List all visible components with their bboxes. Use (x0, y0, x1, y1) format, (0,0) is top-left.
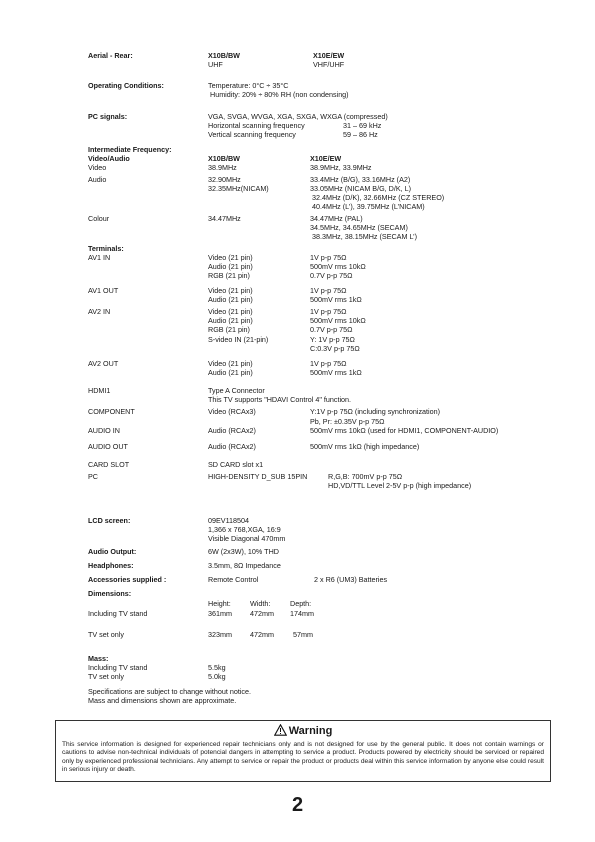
aerial-col1-head: X10B/BW (208, 51, 240, 60)
av1in-c2-1: 500mV rms 10kΩ (310, 262, 366, 271)
av2in-c1-1: Audio (21 pin) (208, 316, 253, 325)
dim-only-depth: 57mm (293, 630, 313, 639)
pc-c2-0: R,G,B: 700mV p-p 75Ω (328, 472, 403, 481)
accessories-value2: 2 x R6 (UM3) Batteries (314, 575, 388, 584)
av1in-c2-2: 0.7V p-p 75Ω (310, 271, 353, 280)
headphones-label: Headphones: (88, 561, 134, 570)
dim-head-width: Width: (250, 599, 271, 608)
mass-label: Mass: (88, 654, 109, 663)
dim-stand-height: 361mm (208, 609, 232, 618)
hdmi-c1-1: This TV supports "HDAVI Control 4" function. (208, 395, 352, 404)
lcd-line-2: Visible Diagonal 470mm (208, 534, 286, 543)
operating-humidity: Humidity: 20% ÷ 80% RH (non condensing) (210, 90, 349, 99)
av2out-c1-1: Audio (21 pin) (208, 368, 253, 377)
if-video-label: Video (88, 163, 107, 172)
av1in-label: AV1 IN (88, 253, 111, 262)
component-label: COMPONENT (88, 407, 135, 416)
accessories-label: Accessories supplied : (88, 575, 167, 584)
pc-c2-1: HD,VD/TTL Level 2-5V p-p (high impedance) (328, 481, 472, 490)
av2in-c1-3: S-video IN (21-pin) (208, 335, 269, 344)
if-audio-c2-1: 33.05MHz (NICAM B/G, D/K, L) (310, 184, 412, 193)
if-colour-c1: 34.47MHz (208, 214, 241, 223)
if-audio-c2-3: 40.4MHz (L’), 39.75MHz (L’NICAM) (312, 202, 425, 211)
av1out-c1-1: Audio (21 pin) (208, 295, 253, 304)
if-video-c1: 38.9MHz (208, 163, 237, 172)
operating-temperature: Temperature: 0°C ÷ 35°C (208, 81, 289, 90)
if-colour-label: Colour (88, 214, 110, 223)
av2out-label: AV2 OUT (88, 359, 119, 368)
audioout-c2: 500mV rms 1kΩ (high impedance) (310, 442, 420, 451)
audio-output-value: 6W (2x3W), 10% THD (208, 547, 279, 556)
aerial-col2-head: X10E/EW (313, 51, 345, 60)
operating-label: Operating Conditions: (88, 81, 164, 90)
if-audio-c2-0: 33.4MHz (B/G), 33.16MHz (A2) (310, 175, 411, 184)
av1out-label: AV1 OUT (88, 286, 119, 295)
if-video-c2: 38.9MHz, 33.9MHz (310, 163, 372, 172)
av2in-c1-2: RGB (21 pin) (208, 325, 250, 334)
if-col2-head: X10E/EW (310, 154, 342, 163)
av1in-c1-2: RGB (21 pin) (208, 271, 250, 280)
dim-only-width: 472mm (250, 630, 274, 639)
dim-only-height: 323mm (208, 630, 232, 639)
dim-stand-depth: 174mm (290, 609, 314, 618)
av2in-c2-4: C:0.3V p-p 75Ω (310, 344, 360, 353)
if-sublabel: Video/Audio (88, 154, 130, 163)
component-c1: Video (RCAx3) (208, 407, 256, 416)
mass-stand-value: 5.5kg (208, 663, 226, 672)
av2in-c2-0: 1V p-p 75Ω (310, 307, 347, 316)
av1out-c2-1: 500mV rms 1kΩ (310, 295, 362, 304)
vscan-label: Vertical scanning frequency (208, 130, 296, 139)
if-colour-c2-0: 34.47MHz (PAL) (310, 214, 363, 223)
av1out-c1-0: Video (21 pin) (208, 286, 253, 295)
dim-stand-width: 472mm (250, 609, 274, 618)
lcd-line-0: 09EV118504 (208, 516, 250, 525)
hdmi-c1-0: Type A Connector (208, 386, 265, 395)
av2out-c1-0: Video (21 pin) (208, 359, 253, 368)
hdmi-label: HDMI1 (88, 386, 111, 395)
warning-icon (274, 725, 289, 737)
av2in-label: AV2 IN (88, 307, 111, 316)
av1in-c1-0: Video (21 pin) (208, 253, 253, 262)
av2out-c2-1: 500mV rms 1kΩ (310, 368, 362, 377)
av1out-c2-0: 1V p-p 75Ω (310, 286, 347, 295)
av1in-c2-0: 1V p-p 75Ω (310, 253, 347, 262)
component-c2-1: Pb, Pr: ±0.35V p-p 75Ω (310, 417, 385, 426)
aerial-col1: UHF (208, 60, 223, 69)
dimensions-label: Dimensions: (88, 589, 132, 598)
av2in-c1-0: Video (21 pin) (208, 307, 253, 316)
aerial-label: Aerial - Rear: (88, 51, 133, 60)
terminals-label: Terminals: (88, 244, 124, 253)
av2out-c2-0: 1V p-p 75Ω (310, 359, 347, 368)
if-audio-c1-0: 32.90MHz (208, 175, 241, 184)
page-number: 2 (291, 794, 304, 816)
audio-output-label: Audio Output: (88, 547, 137, 556)
audioout-c1: Audio (RCAx2) (208, 442, 256, 451)
dim-only-label: TV set only (88, 630, 124, 639)
pc-signals-label: PC signals: (88, 112, 128, 121)
mass-only-label: TV set only (88, 672, 124, 681)
vscan-value: 59 – 86 Hz (343, 130, 378, 139)
note-0: Specifications are subject to change without notice. (88, 687, 252, 696)
hscan-value: 31 – 69 kHz (343, 121, 382, 130)
pc-c1: HIGH-DENSITY D_SUB 15PIN (208, 472, 308, 481)
accessories-value1: Remote Control (208, 575, 259, 584)
lcd-label: LCD screen: (88, 516, 131, 525)
note-1: Mass and dimensions shown are approximate. (88, 696, 237, 705)
warning-box (55, 720, 551, 782)
pc-signals-formats: VGA, SVGA, WVGA, XGA, SXGA, WXGA (compressed) (208, 112, 388, 121)
headphones-value: 3.5mm, 8Ω Impedance (208, 561, 281, 570)
audioin-c2: 500mV rms 10kΩ (used for HDMI1, COMPONENT-AUDIO) (310, 426, 499, 435)
aerial-col2: VHF/UHF (313, 60, 345, 69)
hscan-label: Horizontal scanning frequency (208, 121, 305, 130)
pc-label: PC (88, 472, 98, 481)
mass-only-value: 5.0kg (208, 672, 226, 681)
warning-title: Warning (288, 725, 333, 737)
if-col1-head: X10B/BW (208, 154, 240, 163)
dim-head-height: Height: (208, 599, 231, 608)
if-label: Intermediate Frequency: (88, 145, 172, 154)
dim-head-depth: Depth: (290, 599, 312, 608)
cardslot-c1: SD CARD slot x1 (208, 460, 264, 469)
dim-stand-label: Including TV stand (88, 609, 148, 618)
audioin-label: AUDIO IN (88, 426, 120, 435)
if-colour-c2-1: 34.5MHz, 34.65MHz (SECAM) (310, 223, 408, 232)
av2in-c2-3: Y: 1V p-p 75Ω (310, 335, 355, 344)
audioin-c1: Audio (RCAx2) (208, 426, 256, 435)
component-c2-0: Y:1V p-p 75Ω (including synchronization) (310, 407, 441, 416)
warning-text: This service information is designed for experienced repair technicians only and is not designed for use by the general public. It does not contain warnings or cautions to advise non-technical individuals of potencial dangers in attempting to service a product. Products powered by electricity should be serviced or repaired only by experienced professional technicians. Any attempt to service or repair the product or products deal within this service information by anyone else could result in serious injury or death. (62, 741, 544, 774)
lcd-line-1: 1,366 x 768,XGA, 16:9 (208, 525, 281, 534)
if-audio-label: Audio (88, 175, 107, 184)
cardslot-label: CARD SLOT (88, 460, 130, 469)
warning-heading (56, 724, 550, 738)
if-audio-c1-1: 32.35MHz(NICAM) (208, 184, 269, 193)
if-colour-c2-2: 38.3MHz, 38.15MHz (SECAM L’) (312, 232, 418, 241)
av1in-c1-1: Audio (21 pin) (208, 262, 253, 271)
audioout-label: AUDIO OUT (88, 442, 128, 451)
av2in-c2-2: 0.7V p-p 75Ω (310, 325, 353, 334)
if-audio-c2-2: 32.4MHz (D/K), 32.66MHz (CZ STEREO) (312, 193, 445, 202)
av2in-c2-1: 500mV rms 10kΩ (310, 316, 366, 325)
mass-stand-label: Including TV stand (88, 663, 148, 672)
